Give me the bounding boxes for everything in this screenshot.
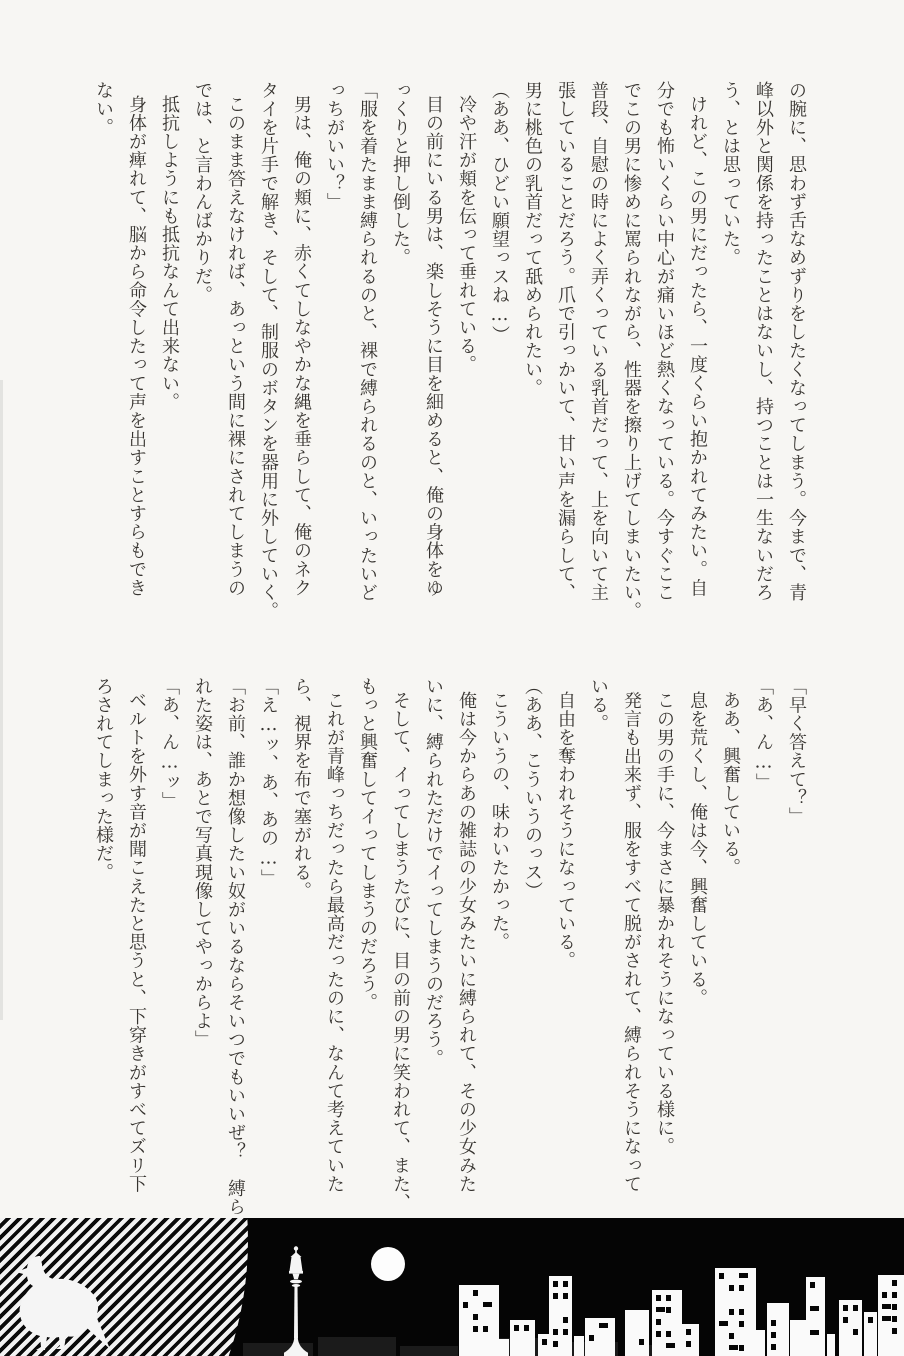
- building-window: [719, 1321, 728, 1326]
- text-line: 抵抗しようにも抵抗なんて出来ない。: [159, 95, 180, 412]
- building-window: [463, 1302, 468, 1308]
- text-line: ない。: [93, 81, 114, 137]
- pigeon-icon: [14, 1254, 114, 1352]
- building-window: [729, 1309, 734, 1315]
- building-window: [473, 1326, 478, 1332]
- moon-icon: [371, 1247, 405, 1281]
- building: [756, 1330, 765, 1356]
- building-window: [589, 1335, 594, 1341]
- text-line: 「早く答えて？」: [786, 677, 807, 826]
- text-line: ら、視界を布で塞がれる。: [291, 677, 312, 901]
- building-window: [666, 1343, 675, 1348]
- building: [585, 1318, 615, 1356]
- text-line: 普段、自慰の時によく弄くっている乳首だって、上を向いて主: [588, 81, 609, 602]
- footer-illustration: [0, 1218, 904, 1356]
- building: [839, 1300, 862, 1356]
- building: [625, 1310, 649, 1356]
- building-window: [666, 1295, 671, 1301]
- building-window: [853, 1329, 858, 1335]
- building-window: [739, 1309, 744, 1315]
- text-line: （ああ、ひどい願望っスね…）: [489, 81, 510, 345]
- building: [715, 1268, 756, 1356]
- text-line: 「お前、誰か想像したい奴がいるならそいつでもいいぜ？ 縛ら: [225, 677, 246, 1217]
- building-window: [853, 1305, 858, 1311]
- text-line: ベルトを外す音が聞こえたと思うと、下穿きがすべてズリ下: [126, 691, 147, 1194]
- building-window: [666, 1331, 671, 1337]
- text-line: 「え…ッ、あ、あの…」: [258, 677, 279, 888]
- text-line: （ああ、こういうのっス）: [522, 677, 543, 901]
- building-window: [524, 1325, 529, 1331]
- building-window: [514, 1325, 519, 1331]
- text-line: 目の前にいる男は、楽しそうに目を細めると、俺の身体をゆ: [423, 95, 444, 598]
- building: [549, 1276, 572, 1356]
- text-line: 冷や汗が頬を伝って垂れている。: [456, 95, 477, 374]
- text-line: このまま答えなければ、あっという間に裸にされてしまうの: [225, 95, 246, 598]
- text-line: れた姿は、あとで写真現像してやっからよ」: [192, 677, 213, 1049]
- building-window: [810, 1282, 815, 1288]
- building-window: [639, 1339, 644, 1345]
- background-building: [400, 1346, 458, 1356]
- text-line: 峰以外と関係を持ったことはないし、持つことは一生ないだろ: [753, 81, 774, 602]
- text-line: 俺は今からあの雑誌の少女みたいに縛られて、その少女みた: [456, 691, 477, 1194]
- text-line: でこの男に惨めに罵られながら、性器を擦り上げてしまいたい。: [621, 81, 642, 621]
- building: [510, 1320, 535, 1356]
- building-window: [563, 1329, 568, 1335]
- building-window: [483, 1326, 488, 1332]
- text-line: 発言も出来ず、服をすべて脱がされて、縛られそうになって: [621, 691, 642, 1194]
- building-window: [563, 1293, 568, 1299]
- building-window: [553, 1293, 558, 1299]
- scan-edge-artifact: [0, 380, 3, 1020]
- building-window: [686, 1341, 691, 1347]
- building-window: [739, 1321, 744, 1327]
- text-line: 「服を着たまま縛られるのと、裸で縛られるのと、いったいど: [357, 81, 378, 602]
- text-line: 「あ、ん…」: [753, 677, 774, 792]
- text-line: ああ、興奮している。: [720, 691, 741, 877]
- text-line: こういうの、味わいたかった。: [489, 691, 510, 952]
- text-line: いる。: [588, 677, 609, 733]
- text-line: これが青峰っちだったら最高だったのに、なんて考えていた: [324, 691, 345, 1194]
- building-window: [739, 1273, 748, 1278]
- text-line: いに、縛られただけでイってしまうのだろう。: [423, 677, 444, 1068]
- text-line: この男の手に、今まさに暴かれそうになっている様に。: [654, 691, 675, 1156]
- building-window: [882, 1304, 891, 1309]
- building-window: [729, 1285, 734, 1291]
- text-line: 自由を奪われそうになっている。: [555, 691, 576, 970]
- text-line: う、とは思っていた。: [720, 81, 741, 267]
- building-window: [542, 1339, 547, 1345]
- building-window: [729, 1345, 738, 1350]
- building: [459, 1285, 499, 1356]
- building-window: [719, 1273, 724, 1279]
- building-window: [483, 1302, 492, 1307]
- text-block-bottom: [87, 677, 813, 1222]
- building-window: [553, 1329, 558, 1335]
- building: [499, 1339, 509, 1356]
- building: [574, 1336, 584, 1356]
- building: [790, 1320, 807, 1356]
- text-line: 男に桃色の乳首だって舐められたい。: [522, 81, 543, 398]
- building-window: [892, 1328, 897, 1334]
- text-line: 身体が痺れて、脳から命令したって声を出すことすらもでき: [126, 95, 147, 598]
- building-window: [892, 1316, 897, 1322]
- text-line: 「あ、ん…ッ」: [159, 677, 180, 811]
- street-lamp-icon: [281, 1244, 311, 1356]
- building-window: [739, 1345, 744, 1351]
- building-window: [771, 1332, 776, 1338]
- text-line: もっと興奮してイってしまうのだろう。: [357, 677, 378, 1012]
- text-line: ろされてしまった様だ。: [93, 677, 114, 882]
- text-line: っちがいい？」: [324, 81, 345, 212]
- building-window: [892, 1304, 897, 1310]
- text-line: 分でも怖いくらい中心が痛いほど熱くなっている。今すぐここ: [654, 81, 675, 602]
- building-window: [868, 1317, 873, 1323]
- building-window: [810, 1330, 819, 1335]
- building-window: [656, 1307, 665, 1312]
- building-window: [563, 1317, 568, 1323]
- text-line: の腕に、思わず舌なめずりをしたくなってしまう。今まで、青: [786, 81, 807, 602]
- text-line: けれど、この男にだったら、一度くらい抱かれてみたい。自: [687, 95, 708, 598]
- building: [806, 1277, 825, 1356]
- building-window: [739, 1285, 744, 1291]
- building-window: [599, 1323, 608, 1328]
- building-window: [892, 1292, 897, 1298]
- building-window: [882, 1316, 891, 1321]
- building-window: [553, 1341, 558, 1347]
- building-window: [729, 1333, 734, 1339]
- building: [682, 1324, 699, 1356]
- building: [827, 1334, 835, 1356]
- building-window: [771, 1344, 776, 1350]
- building: [767, 1303, 789, 1356]
- text-line: っくりと押し倒した。: [390, 81, 411, 267]
- text-line: 男は、俺の頬に、赤くてしなやかな縄を垂らして、俺のネク: [291, 95, 312, 598]
- background-building: [318, 1337, 396, 1356]
- building-window: [892, 1280, 897, 1286]
- text-line: 息を荒くし、俺は今、興奮している。: [687, 691, 708, 1008]
- text-block-top: [87, 81, 813, 633]
- building: [652, 1290, 682, 1356]
- text-line: そして、イってしまうたびに、目の前の男に笑われて、また、: [390, 691, 411, 1212]
- building-window: [553, 1281, 558, 1287]
- text-line: では、と言わんばかりだ。: [192, 81, 213, 305]
- text-line: タイを片手で解き、そして、制服のボタンを器用に外していく。: [258, 81, 279, 621]
- building: [864, 1312, 877, 1356]
- building-window: [656, 1319, 661, 1325]
- text-line: 張していることだろう。爪で引っかいて、甘い声を漏らして、: [555, 81, 576, 602]
- building-window: [843, 1317, 848, 1323]
- building: [878, 1275, 904, 1356]
- building-window: [473, 1290, 478, 1296]
- building-window: [656, 1295, 661, 1301]
- building-window: [473, 1314, 478, 1320]
- building-window: [843, 1305, 848, 1311]
- building-window: [810, 1306, 819, 1311]
- building-window: [563, 1281, 568, 1287]
- building-window: [666, 1307, 671, 1313]
- building-window: [686, 1329, 691, 1335]
- building-window: [771, 1320, 776, 1326]
- building-window: [882, 1292, 887, 1298]
- building-window: [656, 1331, 661, 1337]
